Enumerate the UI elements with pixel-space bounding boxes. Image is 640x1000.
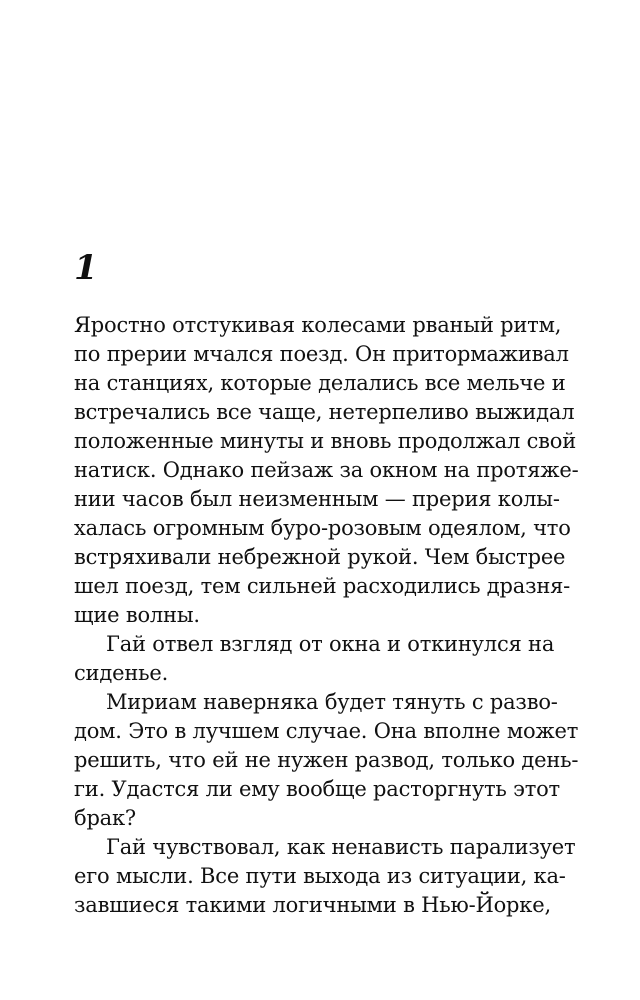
text-line: нии часов был неизменным — прерия колы- [74,487,560,511]
text-line: завшиеся такими логичными в Нью-Йорке, [74,893,551,917]
text-line: Гай отвел взгляд от окна и откинулся на [106,632,555,656]
text-line: сиденье. [74,661,169,685]
text-line: натиск. Однако пейзаж за окном на протяже- [74,458,579,482]
chapter-number: 1 [74,248,98,288]
text-line: на станциях, которые делались все мельче и [74,371,566,395]
text-line: дом. Это в лучшем случае. Она вполне может [74,719,579,743]
text-line: брак? [74,806,136,830]
text-line: шел поезд, тем сильней расходились дразня- [74,574,571,598]
text-line: Мириам наверняка будет тянуть с разво- [106,690,558,714]
text-line: Яростно отстукивая колесами рваный ритм, [74,313,562,337]
text-line: Гай чувствовал, как ненависть парализует [106,835,576,859]
text-line: решить, что ей не нужен развод, только день- [74,748,579,772]
text-line: щие волны. [74,603,200,627]
text-line: встречались все чаще, нетерпеливо выжидал [74,400,575,424]
text-line: положенные минуты и вновь продолжал свой [74,429,577,453]
text-line: ги. Удастся ли ему вообще расторгнуть этот [74,777,560,801]
text-line: встряхивали небрежной рукой. Чем быстрее [74,545,566,569]
text-line: по прерии мчался поезд. Он притормаживал [74,342,569,366]
text-line: его мысли. Все пути выхода из ситуации, ка- [74,864,566,888]
text-line: халась огромным буро-розовым одеялом, что [74,516,571,540]
